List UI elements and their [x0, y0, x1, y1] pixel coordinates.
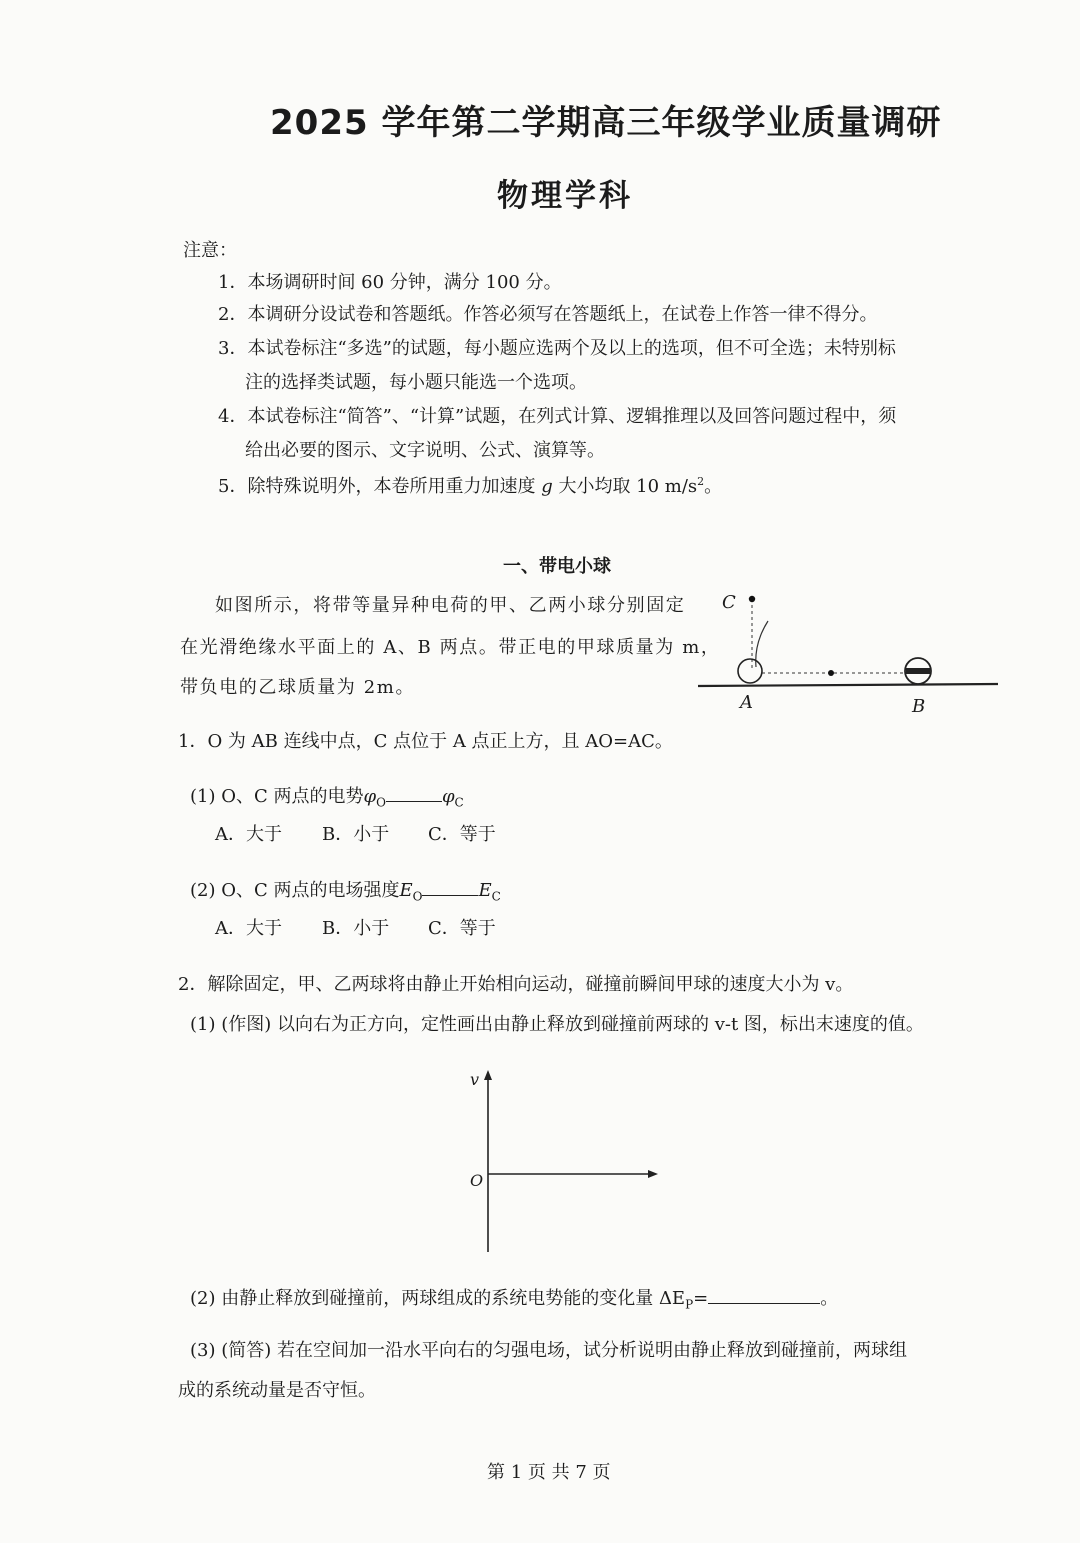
graph-v-label: v: [470, 1070, 480, 1089]
q2-part3-line2: 成的系统动量是否守恒。: [178, 1380, 376, 1401]
q2-stem: 2．解除固定，甲、乙两球将由静止开始相向运动，碰撞前瞬间甲球的速度大小为 v。: [178, 974, 854, 995]
page-title: 2025 学年第二学期高三年级学业质量调研: [270, 103, 942, 143]
intro-line-2: 在光滑绝缘水平面上的 A、B 两点。带正电的甲球质量为 m，: [180, 637, 721, 658]
note-item-4: 4．本试卷标注“简答”、“计算”试题，在列式计算、逻辑推理以及回答问题过程中，须: [218, 406, 897, 427]
q1-part1-option-a: A．大于: [215, 824, 282, 845]
label-b: B: [912, 696, 926, 717]
section-title: 一、带电小球: [503, 556, 611, 577]
note-item-4-cont: 给出必要的图示、文字说明、公式、演算等。: [245, 440, 605, 461]
subject-title: 物理学科: [497, 178, 633, 214]
note-item-1: 1．本场调研时间 60 分钟，满分 100 分。: [218, 272, 562, 293]
q1-part2-option-a: A．大于: [215, 918, 282, 939]
q1-part2: (2) O、C 两点的电场强度$E_O$ $E_C$: [190, 880, 501, 904]
q2-part3-line1: (3) (简答) 若在空间加一沿水平向右的匀强电场，试分析说明由静止释放到碰撞前，两球组: [190, 1340, 907, 1361]
answer-blank[interactable]: [708, 1287, 820, 1304]
q1-part1: (1) O、C 两点的电势$\varphi_O$ $\varphi_C$: [190, 786, 464, 810]
note-item-3-cont: 注的选择类试题，每小题只能选一个选项。: [245, 372, 587, 393]
note-item-2: 2．本调研分设试卷和答题纸。作答必须写在答题纸上，在试卷上作答一律不得分。: [218, 304, 878, 325]
point-o-dot: [828, 670, 834, 676]
graph-o-label: O: [470, 1171, 484, 1190]
q2-part2: (2) 由静止释放到碰撞前，两球组成的系统电势能的变化量 $\Delta E_P=$ 。: [190, 1288, 839, 1312]
page-number: 第 1 页 共 7 页: [487, 1462, 611, 1483]
point-c-dot: [749, 596, 755, 602]
q1-part1-option-b: B．小于: [322, 824, 390, 845]
ball-jia: [738, 659, 762, 683]
label-a: A: [740, 692, 753, 713]
horizontal-surface: [698, 684, 998, 686]
note-item-5: 5．除特殊说明外，本卷所用重力加速度 g 大小均取 10 $m/s^2$。: [218, 475, 723, 497]
q2-part1: (1) (作图) 以向右为正方向，定性画出由静止释放到碰撞前两球的 v-t 图，标出末速度的值。: [190, 1014, 924, 1035]
answer-blank[interactable]: [422, 879, 478, 896]
q1-part2-option-c: C．等于: [428, 918, 496, 939]
v-axis-arrow: [484, 1070, 492, 1080]
note-item-3: 3．本试卷标注“多选”的试题，每小题应选两个及以上的选项，但不可全选；未特别标: [218, 338, 896, 359]
answer-blank[interactable]: [386, 785, 442, 802]
ball-yi-band: [906, 668, 930, 674]
intro-line-1: 如图所示，将带等量异种电荷的甲、乙两小球分别固定: [215, 595, 686, 616]
q1-stem: 1．O 为 AB 连线中点，C 点位于 A 点正上方，且 AO=AC。: [178, 731, 673, 752]
q1-part1-option-c: C．等于: [428, 824, 496, 845]
label-c: C: [722, 592, 736, 613]
stroke-mark: [756, 621, 768, 667]
q1-part2-option-b: B．小于: [322, 918, 390, 939]
intro-line-3: 带负电的乙球质量为 2m。: [180, 677, 416, 698]
notes-label: 注意：: [183, 240, 237, 261]
t-axis-arrow: [648, 1170, 658, 1178]
charged-balls-figure: [690, 585, 1010, 725]
vt-graph-axes[interactable]: [480, 1068, 680, 1258]
